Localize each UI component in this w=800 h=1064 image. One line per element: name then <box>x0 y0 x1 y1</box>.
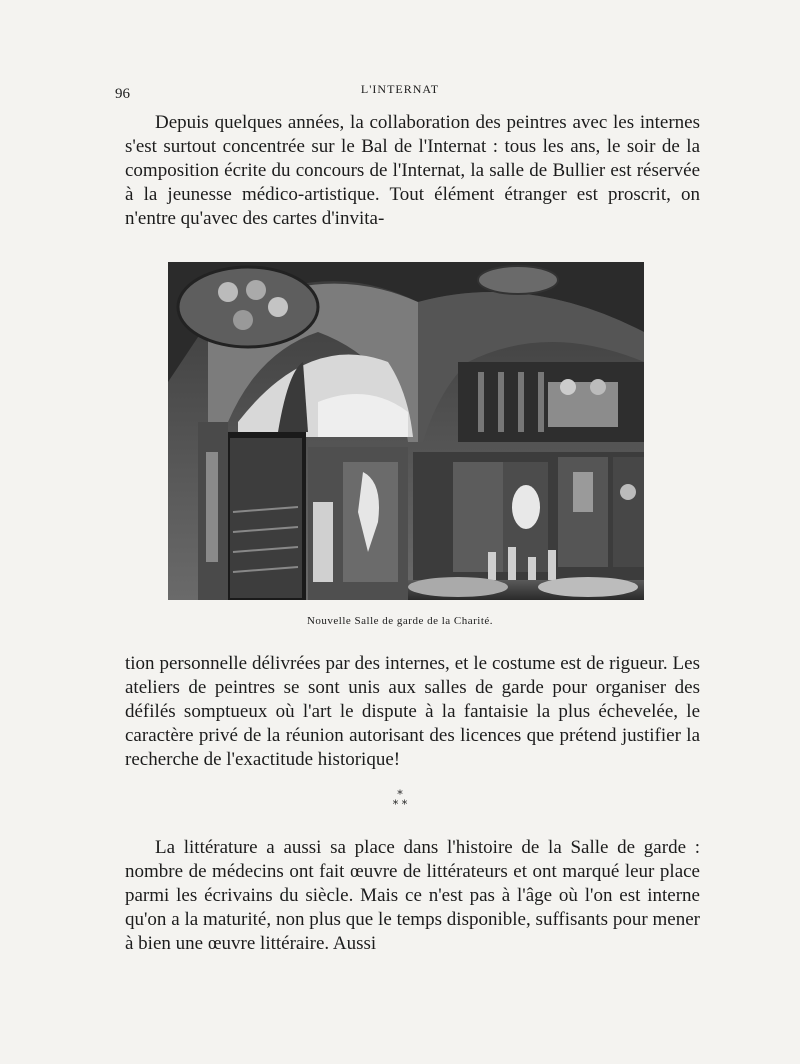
photograph-salle-de-garde <box>168 262 644 600</box>
asterism <box>385 790 415 818</box>
figure-caption: Nouvelle Salle de garde de la Charité. <box>306 615 494 627</box>
paragraph-2: tion personnelle délivrées par des internes, et le costume est de rigueur. Les ateliers de peintres se sont unis aux salles de garde pour organiser des défilés somptueux où l'art le dispute à la fantaisie la plus échevelée, le caractère privé de la réunion autorisant des licences que prétend justifier la recherche de l'exactitude historique! <box>125 653 700 770</box>
page-number: 96 <box>115 86 130 102</box>
asterism-bottom: * * <box>392 798 408 811</box>
photograph-illustration <box>168 262 644 600</box>
paragraph-3: La littérature a aussi sa place dans l'histoire de la Salle de garde : nombre de médecins ont fait œuvre de littérateurs et ont marqué leur place parmi les écrivains du siècle. Mais ce n'est pas à l'âge où l'on est interne qu'on a la maturité, non plus que le temps disponible, suffisants pour mener à bien une œuvre littéraire. Aussi <box>125 837 700 954</box>
running-head: L'INTERNAT <box>360 82 440 96</box>
paragraph-1: Depuis quelques années, la collaboration des peintres avec les internes s'est surtout concentrée sur le Bal de l'Internat : tous les ans, le soir de la composition écrite du concours de l'Internat, la salle de Bullier est réservée à la jeunesse médico-artistique. Tout élément étranger est proscrit, on n'entre qu'avec des cartes d'invita- <box>125 112 700 229</box>
asterism-top: * <box>397 788 403 801</box>
